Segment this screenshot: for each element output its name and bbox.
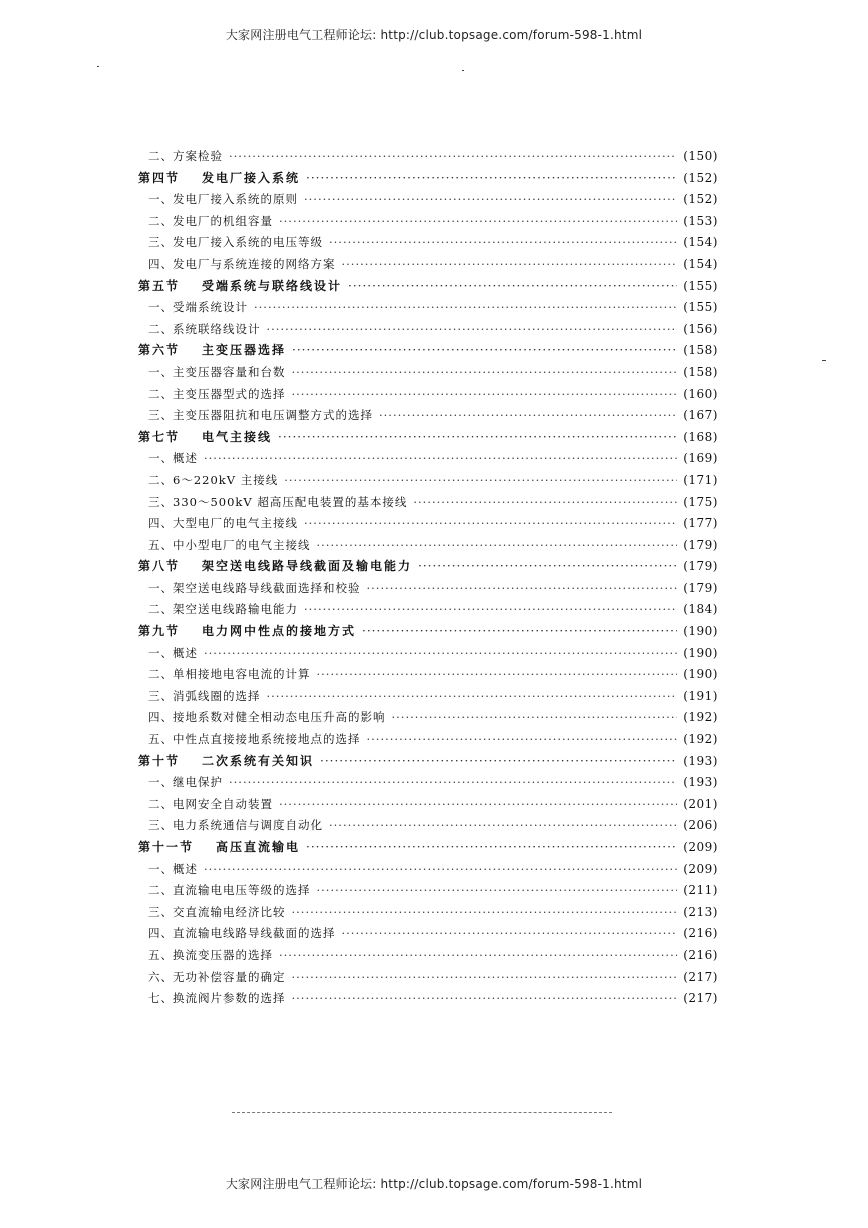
- dot-leader: [204, 448, 677, 470]
- toc-entry-title: 三、主变压器阻抗和电压调整方式的选择: [148, 408, 373, 423]
- toc-entry-title: [138, 621, 356, 643]
- toc-item-row: [138, 189, 718, 211]
- scan-speck: [822, 360, 826, 361]
- toc-item-row: [138, 772, 718, 794]
- toc-page-number: (177): [683, 516, 718, 531]
- toc-page-number: (152): [683, 192, 718, 207]
- toc-item-row: [138, 232, 718, 254]
- toc-section-title: 高压直流输电: [216, 840, 301, 854]
- toc-item-row: [138, 492, 718, 514]
- toc-entry-title: 五、换流变压器的选择: [148, 947, 273, 962]
- toc-item-row: [138, 297, 718, 319]
- toc-entry-title: [138, 837, 300, 859]
- toc-entry-title: 一、架空送电线路导线截面选择和校验: [148, 580, 361, 595]
- toc-section-row: [138, 837, 718, 859]
- toc-page-number: (217): [683, 991, 718, 1006]
- toc-page-number: (158): [683, 364, 718, 379]
- dot-leader: [279, 794, 677, 816]
- dot-leader: [284, 470, 677, 492]
- dot-leader: [342, 923, 678, 945]
- toc-page-number: (209): [683, 840, 718, 854]
- dot-leader: [317, 535, 678, 557]
- toc-item-row: [138, 384, 718, 406]
- toc-page-number: (193): [683, 775, 718, 790]
- toc-entry-title: 三、交直流输电经济比较: [148, 904, 286, 919]
- toc-item-row: [138, 254, 718, 276]
- dot-leader: [304, 513, 677, 535]
- table-of-contents: [138, 146, 718, 1010]
- toc-item-row: [138, 686, 718, 708]
- toc-entry-title: 二、6～220kV 主接线: [148, 472, 279, 487]
- toc-section-title: 主变压器选择: [202, 343, 287, 358]
- toc-entry-title: 一、概述: [148, 451, 198, 466]
- toc-section-row: [138, 621, 718, 643]
- toc-page-number: (171): [683, 472, 718, 487]
- toc-page-number: (179): [683, 580, 718, 595]
- dot-leader: [292, 340, 677, 362]
- dot-leader: [367, 578, 678, 600]
- toc-page-number: (206): [683, 818, 718, 833]
- toc-entry-title: 三、330～500kV 超高压配电装置的基本接线: [148, 494, 408, 509]
- toc-page-number: (193): [683, 753, 718, 768]
- page-header: 大家网注册电气工程师论坛: http://club.topsage.com/forum-598-1.html: [225, 28, 643, 42]
- dot-leader: [278, 427, 677, 449]
- toc-page-number: (155): [683, 300, 718, 315]
- toc-page-number: (190): [683, 645, 718, 660]
- toc-item-row: [138, 470, 718, 492]
- toc-item-row: [138, 967, 718, 989]
- dot-leader: [306, 168, 677, 190]
- toc-page-number: (167): [683, 408, 718, 423]
- toc-entry-title: 四、接地系数对健全相动态电压升高的影响: [148, 710, 386, 725]
- toc-page-number: (150): [683, 149, 718, 163]
- toc-page-number: (179): [683, 537, 718, 552]
- dot-leader: [418, 556, 677, 578]
- toc-section-number: 第九节: [138, 624, 181, 639]
- dot-leader: [279, 945, 677, 967]
- dot-leader: [413, 492, 677, 514]
- dot-leader: [304, 599, 677, 621]
- dot-leader: [229, 146, 677, 168]
- toc-item-row: [138, 513, 718, 535]
- dot-leader: [292, 902, 678, 924]
- scan-speck: [462, 70, 464, 71]
- toc-page-number: (213): [683, 904, 718, 919]
- toc-entry-title: 二、系统联络线设计: [148, 321, 261, 336]
- toc-entry-title: 一、主变压器容量和台数: [148, 364, 286, 379]
- toc-entry-title: 三、电力系统通信与调度自动化: [148, 818, 323, 833]
- toc-item-row: [138, 319, 718, 341]
- dot-leader: [306, 837, 677, 859]
- toc-section-number: 第七节: [138, 429, 181, 444]
- toc-item-row: [138, 578, 718, 600]
- toc-page-number: (152): [683, 170, 718, 185]
- toc-entry-title: [138, 751, 314, 773]
- toc-section-row: [138, 168, 718, 190]
- toc-section-number: 第五节: [138, 278, 181, 293]
- toc-entry-title: 一、概述: [148, 645, 198, 660]
- toc-entry-title: [138, 427, 272, 449]
- toc-section-title: 发电厂接入系统: [202, 170, 301, 185]
- toc-page-number: (192): [683, 732, 718, 747]
- toc-entry-title: 七、换流阀片参数的选择: [148, 991, 286, 1006]
- toc-page-number: (209): [683, 861, 718, 876]
- dot-leader: [348, 276, 677, 298]
- dot-leader: [292, 967, 678, 989]
- toc-section-title: 架空送电线路导线截面及输电能力: [202, 559, 413, 574]
- dot-leader: [379, 405, 677, 427]
- toc-item-row: [138, 146, 718, 168]
- toc-section-row: [138, 751, 718, 773]
- dot-leader: [279, 211, 677, 233]
- toc-section-row: [138, 427, 718, 449]
- toc-item-row: [138, 707, 718, 729]
- toc-page-number: (216): [683, 926, 718, 941]
- toc-page-number: (217): [683, 969, 718, 984]
- dot-leader: [204, 643, 677, 665]
- toc-entry-title: [138, 340, 286, 362]
- toc-item-row: [138, 664, 718, 686]
- toc-item-row: [138, 599, 718, 621]
- toc-item-row: [138, 448, 718, 470]
- toc-page-number: (190): [683, 667, 718, 682]
- toc-entry-title: 二、电网安全自动装置: [148, 796, 273, 811]
- toc-page-number: (175): [683, 494, 718, 509]
- dot-leader: [267, 686, 678, 708]
- toc-section-title: 电气主接线: [202, 429, 273, 444]
- toc-entry-title: 三、消弧线圈的选择: [148, 688, 261, 703]
- toc-page-number: (158): [683, 343, 718, 358]
- toc-item-row: [138, 535, 718, 557]
- toc-section-title: 受端系统与联络线设计: [202, 278, 343, 293]
- dot-leader: [292, 384, 678, 406]
- toc-item-row: [138, 405, 718, 427]
- toc-page-number: (160): [683, 386, 718, 401]
- dot-leader: [292, 988, 678, 1010]
- toc-page-number: (190): [683, 624, 718, 639]
- dot-leader: [267, 319, 678, 341]
- toc-entry-title: 二、发电厂的机组容量: [148, 213, 273, 228]
- dot-leader: [362, 621, 677, 643]
- dot-leader: [329, 232, 677, 254]
- toc-entry-title: 四、大型电厂的电气主接线: [148, 516, 298, 531]
- toc-entry-title: [138, 276, 342, 298]
- toc-page-number: (211): [683, 883, 718, 898]
- toc-page-number: (179): [683, 559, 718, 574]
- toc-entry-title: 一、概述: [148, 861, 198, 876]
- toc-page-number: (153): [683, 213, 718, 228]
- toc-entry-title: [138, 556, 412, 578]
- toc-section-number: 第六节: [138, 343, 181, 358]
- dot-leader: [342, 254, 678, 276]
- dot-leader: [292, 362, 678, 384]
- dot-leader: [229, 772, 677, 794]
- toc-item-row: [138, 729, 718, 751]
- toc-entry-title: 五、中小型电厂的电气主接线: [148, 537, 311, 552]
- dot-leader: [392, 707, 678, 729]
- toc-page-number: (154): [683, 235, 718, 250]
- dot-leader: [304, 189, 677, 211]
- toc-section-title: 电力网中性点的接地方式: [202, 624, 357, 639]
- toc-page-number: (201): [683, 796, 718, 811]
- toc-entry-title: 五、中性点直接接地系统接地点的选择: [148, 732, 361, 747]
- toc-item-row: [138, 643, 718, 665]
- toc-entry-title: 四、发电厂与系统连接的网络方案: [148, 256, 336, 271]
- toc-entry-title: 六、无功补偿容量的确定: [148, 969, 286, 984]
- toc-entry-title: 二、单相接地电容电流的计算: [148, 667, 311, 682]
- toc-section-number: 第十节: [138, 753, 181, 768]
- toc-entry-title: 二、主变压器型式的选择: [148, 386, 286, 401]
- toc-section-number: 第十一节: [138, 840, 195, 854]
- toc-page-number: (191): [683, 688, 718, 703]
- toc-item-row: [138, 880, 718, 902]
- toc-entry-title: [138, 168, 300, 190]
- toc-page-number: (169): [683, 451, 718, 466]
- toc-page-number: (184): [683, 602, 718, 617]
- toc-entry-title: 一、受端系统设计: [148, 300, 248, 315]
- dot-leader: [204, 859, 677, 881]
- toc-entry-title: 四、直流输电线路导线截面的选择: [148, 926, 336, 941]
- toc-section-row: [138, 340, 718, 362]
- toc-item-row: [138, 945, 718, 967]
- toc-entry-title: 一、发电厂接入系统的原则: [148, 192, 298, 207]
- toc-section-row: [138, 556, 718, 578]
- toc-entry-title: 三、发电厂接入系统的电压等级: [148, 235, 323, 250]
- toc-section-row: [138, 276, 718, 298]
- toc-page-number: (216): [683, 947, 718, 962]
- toc-item-row: [138, 923, 718, 945]
- dot-leader: [329, 815, 677, 837]
- toc-page-number: (156): [683, 321, 718, 336]
- toc-section-number: 第八节: [138, 559, 181, 574]
- toc-item-row: [138, 362, 718, 384]
- toc-entry-title: 二、方案检验: [148, 149, 223, 163]
- dot-leader: [317, 664, 678, 686]
- toc-entry-title: 一、继电保护: [148, 775, 223, 790]
- dot-leader: [317, 880, 678, 902]
- toc-item-row: [138, 988, 718, 1010]
- page-footer: 大家网注册电气工程师论坛: http://club.topsage.com/forum-598-1.html: [225, 1177, 643, 1191]
- toc-page-number: (168): [683, 429, 718, 444]
- dot-leader: [367, 729, 678, 751]
- toc-page-number: (192): [683, 710, 718, 725]
- toc-entry-title: 二、直流输电电压等级的选择: [148, 883, 311, 898]
- toc-item-row: [138, 859, 718, 881]
- toc-page-number: (155): [683, 278, 718, 293]
- toc-item-row: [138, 902, 718, 924]
- toc-section-title: 二次系统有关知识: [202, 753, 315, 768]
- scan-speck: [97, 66, 99, 67]
- toc-item-row: [138, 211, 718, 233]
- toc-item-row: [138, 794, 718, 816]
- toc-item-row: [138, 815, 718, 837]
- dot-leader: [320, 751, 677, 773]
- toc-entry-title: 二、架空送电线路输电能力: [148, 602, 298, 617]
- bottom-divider: [232, 1112, 612, 1113]
- dot-leader: [254, 297, 677, 319]
- toc-page-number: (154): [683, 256, 718, 271]
- toc-section-number: 第四节: [138, 170, 181, 185]
